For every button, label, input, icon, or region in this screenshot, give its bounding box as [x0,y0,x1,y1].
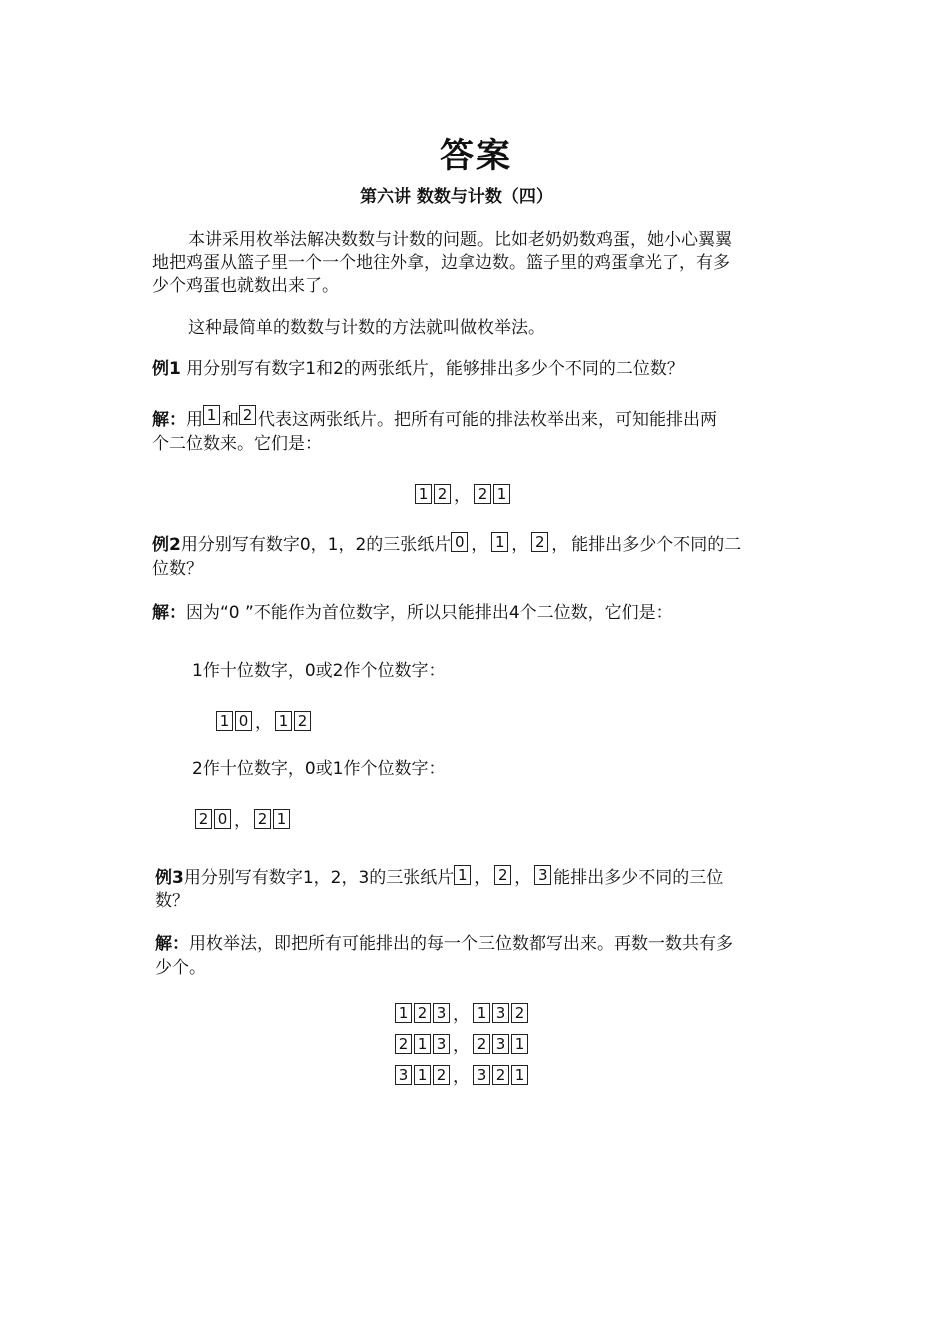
solution-label: 解： [155,934,189,954]
example-3-solution-line-1 [155,932,733,956]
comma: ， [474,868,492,888]
example-3-answers [395,1000,530,1087]
comma: ， [453,1005,470,1025]
answer-row [395,1062,530,1087]
example-3-text: 能排出多少不同的三位 [553,868,724,888]
number-card: 0 [214,809,231,829]
number-card: 2 [254,809,271,829]
example-2-question-line-2: 位数？ [152,559,203,579]
example-2-case-1: 1作十位数字，0或2作个位数字： [192,661,446,681]
number-card: 3 [433,1034,450,1054]
number-card: 1 [273,809,290,829]
number-card: 1 [414,1065,431,1085]
number-card: 3 [534,865,551,885]
example-1-answers [415,481,512,506]
comma: ， [454,486,471,506]
number-card: 1 [275,711,292,731]
number-card: 0 [235,711,252,731]
example-2-text: 能排出多少个不同的二 [571,535,742,555]
number-card: 0 [451,532,468,552]
number-card: 2 [294,711,311,731]
example-2-case-1-answers [216,708,313,733]
number-card: 1 [203,405,220,425]
example-2-question-line-1 [152,533,741,557]
page-title: 答案 [440,136,512,176]
example-1-question [152,357,684,381]
answer-row [395,1000,530,1025]
number-card: 3 [492,1003,509,1023]
lecture-subtitle: 第六讲 数数与计数（四） [360,187,553,207]
comma: ， [453,1036,470,1056]
intro-line-2: 地把鸡蛋从篮子里一个一个地往外拿，边拿边数。篮子里的鸡蛋拿光了，有多 [152,253,730,273]
solution-text: 和 [222,410,239,430]
number-card: 3 [473,1065,490,1085]
number-card: 3 [433,1003,450,1023]
intro-paragraph-2: 这种最简单的数数与计数的方法就叫做枚举法。 [188,318,545,338]
number-card: 1 [454,865,471,885]
comma: ， [511,535,529,555]
number-card: 2 [494,865,511,885]
solution-text: 用枚举法，即把所有可能排出的每一个三位数都写出来。再数一数共有多 [189,934,733,954]
example-3-question-line-1 [155,866,723,890]
solution-label: 解： [152,603,186,623]
number-card: 1 [511,1034,528,1054]
solution-text: 用 [186,410,203,430]
number-card: 1 [395,1003,412,1023]
solution-text: 代表这两张纸片。把所有可能的排法枚举出来，可知能排出两 [258,410,717,430]
solution-text: 因为“0 ”不能作为首位数字，所以只能排出4个二位数，它们是： [186,603,673,623]
number-card: 2 [511,1003,528,1023]
example-2-label: 例2 [152,535,181,555]
intro-line-3: 少个鸡蛋也就数出来了。 [152,276,339,296]
number-card: 2 [395,1034,412,1054]
number-card: 2 [414,1003,431,1023]
intro-line-1: 本讲采用枚举法解决数数与计数的问题。比如老奶奶数鸡蛋，她小心翼翼 [188,230,732,250]
comma: ， [551,535,569,555]
example-2-text: 用分别写有数字0，1，2的三张纸片 [180,535,452,555]
number-card: 2 [473,1034,490,1054]
answer-row [395,1031,530,1056]
number-card: 3 [492,1034,509,1054]
example-1-label: 例1 [152,359,181,379]
example-3-label: 例3 [155,868,184,888]
example-2-case-2: 2作十位数字，0或1作个位数字： [192,759,446,779]
number-card: 1 [493,484,510,504]
number-card: 2 [195,809,212,829]
example-1-text: 用分别写有数字1和2的两张纸片，能够排出多少个不同的二位数？ [180,359,684,379]
number-card: 1 [473,1003,490,1023]
solution-label: 解： [152,410,186,430]
number-card: 1 [216,711,233,731]
example-2-solution [152,601,673,625]
number-card: 1 [511,1065,528,1085]
number-card: 1 [491,532,508,552]
number-card: 1 [415,484,432,504]
number-card: 1 [414,1034,431,1054]
example-3-solution-line-2: 少个。 [155,958,206,978]
number-card: 2 [239,405,256,425]
example-3-text: 用分别写有数字1，2，3的三张纸片 [183,868,455,888]
example-1-solution-line-1 [152,408,717,432]
comma: ， [234,811,251,831]
comma: ， [453,1067,470,1087]
comma: ， [471,535,489,555]
number-card: 2 [492,1065,509,1085]
example-2-case-2-answers [195,806,292,831]
number-card: 2 [434,484,451,504]
example-3-question-line-2: 数？ [155,891,189,911]
number-card: 2 [474,484,491,504]
example-1-solution-line-2: 个二位数来。它们是： [152,434,322,454]
comma: ， [514,868,532,888]
number-card: 2 [531,532,548,552]
comma: ， [255,713,272,733]
number-card: 3 [395,1065,412,1085]
number-card: 2 [433,1065,450,1085]
